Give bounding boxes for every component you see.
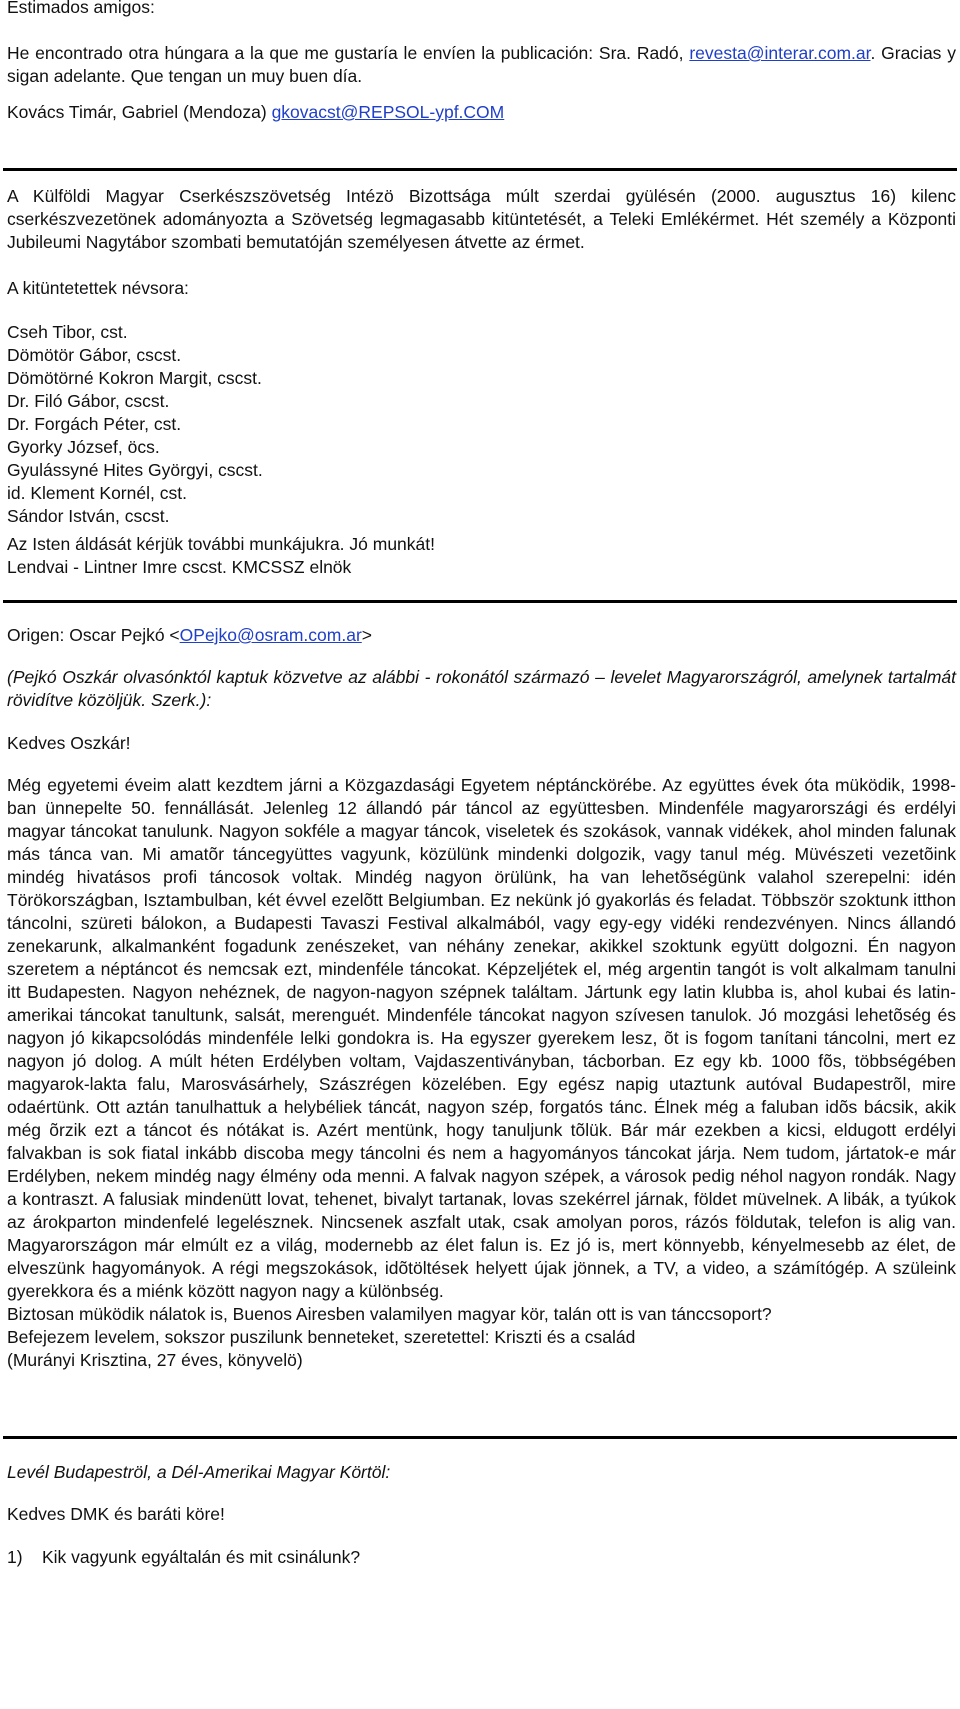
article-3-heading: Levél Budapeströl, a Dél-Amerikai Magyar Körtöl: [7, 1462, 391, 1482]
editor-note: (Pejkó Oszkár olvasónktól kaptuk közvetve az alábbi - rokonától származó – levelet Magyarországról, amelynek tartalmát rövidítve közöljük. Szerk.): [7, 667, 956, 710]
intro-text-a: He encontrado otra húngara a la que me gustaría le envíen la publicación: Sra. Radó, [7, 43, 684, 63]
divider-1 [3, 168, 957, 171]
origin-suffix: > [361, 625, 373, 645]
list-item: Gyorky József, öcs. [7, 437, 160, 457]
email-link-gkovacst[interactable]: gkovacst@REPSOL-ypf.COM [271, 102, 505, 122]
salutation-dmk: Kedves DMK és baráti köre! [7, 1504, 225, 1524]
divider-2 [3, 600, 957, 603]
list-item: Dr. Forgách Péter, cst. [7, 414, 182, 434]
article-1-paragraph: A Külföldi Magyar Cserkészszövetség Intézö Bizottsága múlt szerdai gyülésén (2000. augusztus 16) kilenc cserkészvezetönek adományozta a Szövetség legmagasabb kitüntetését, a Teleki Emlékérmet. Hét személy a Központi Jubileumi Nagytábor szombati bemutatóján személyesen átvette az érmet. [7, 186, 956, 252]
signature-1 [7, 101, 956, 124]
numbered-list [7, 1546, 956, 1569]
awardees-list [7, 321, 956, 528]
greeting: Estimados amigos: [7, 0, 155, 17]
letter-body-wrap [7, 774, 956, 1372]
list-item-text: Kik vagyunk egyáltalán és mit csinálunk? [42, 1547, 361, 1567]
salutation-oszkar: Kedves Oszkár! [7, 733, 131, 753]
awardees-heading: A kitüntetettek névsora: [7, 278, 189, 298]
salutation-1-wrap [7, 732, 956, 755]
list-item [7, 1546, 956, 1569]
article-1-closing [7, 533, 956, 579]
signature-1-name: Kovács Timár, Gabriel (Mendoza) [7, 102, 267, 122]
list-item: Cseh Tibor, cst. [7, 322, 128, 342]
awardees-heading-wrap [7, 277, 956, 300]
closing-signature: Lendvai - Lintner Imre cscst. KMCSSZ elnök [7, 557, 352, 577]
letter-line-c: (Murányi Krisztina, 27 éves, könyvelö) [7, 1350, 303, 1370]
list-item: Dömötör Gábor, cscst. [7, 345, 182, 365]
origin-line [7, 624, 956, 647]
list-item-number: 1) [7, 1547, 23, 1567]
list-item: Dr. Filó Gábor, cscst. [7, 391, 170, 411]
list-item: Sándor István, cscst. [7, 506, 170, 526]
intro-paragraph [7, 42, 956, 88]
letter-line-b: Befejezem levelem, sokszor puszilunk benneteket, szeretettel: Kriszti és a család [7, 1327, 636, 1347]
editor-note-wrap [7, 666, 956, 712]
salutation-2-wrap [7, 1503, 956, 1526]
article-1 [7, 185, 956, 254]
list-item: Dömötörné Kokron Margit, cscst. [7, 368, 262, 388]
letter-body: Még egyetemi éveim alatt kezdtem járni a Közgazdasági Egyetem néptánckörébe. Az együttes évek óta müködik, 1998-ban ünnepelte 50. fennállását. Jelenleg 12 állandó pár táncol az együttesben. Mindenféle magyarországi és erdélyi magyar táncokat tanulunk. Nagyon sokféle a magyar táncok, viseletek és szokások, vannak vidékek, ahol minden falunak más tánca van. Mi amatõr táncegyüttes vagyunk, közülünk mindenki dolgozik, vagy tanul még. Müvészeti vezetõink mindég hivatásos profi táncosok voltak. Mindég nagyon örülünk, ha van lehetõségünk valahol szerepelni: idén Törökországban, Isztambulban, két évvel ezelõtt Belgiumban. Ez nekünk jó gyakorlás és feladat. Többször szoktunk itthon táncolni, szüreti bálokon, a Budapesti Tavaszi Festival alkalmából, vagy egy-egy vidéki rendezvényen. Nincs állandó zenekarunk, alkalmanként fogadunk zenészeket, van néhány zenekar, akikkel szoktunk együtt dolgozni. Én nagyon szeretem a néptáncot és nemcsak ezt, mindenféle táncokat. Képzeljétek el, még argentin tangót is volt alkalmam tanulni itt Budapesten. Nagyon nehéznek, de nagyon-nagyon szépnek találtam. Jártunk egy latin klubba is, ahol kubai és latin-amerikai táncokat tanultunk, salsát, merenguét. Mindenféle táncokat nagyon szívesen tanulok. Jó mozgási lehetõség és nagyon jó kikapcsolódás mindenféle lelki gondokra is. Ha egyszer gyerekem lesz, õt is fogom tanítani táncolni, mert ez nagyon jó dolog. A múlt héten Erdélyben voltam, Vajdaszentiványban, tácborban. Ez egy kb. 1000 fõs, többségében magyarok-lakta falu, Marosvásárhely, Szászrégen közelében. Egy egész napig utaztunk autóval Budapestrõl, mire odaértünk. Ott aztán tanulhattuk a helybéliek táncát, nagyon szép, forgatós tánc. Élnek még a faluban idõs bácsik, akik még õrzik ezt a táncot és nótákat is. Azért mentünk, hogy tanuljunk tõlük. Bár már ezekben a kicsi, eldugott erdélyi falvakban is sok fiatal inkább discoba megy táncolni és nem a hagyományos táncokat járja. Nem tudom, jártatok-e már Erdélyben, nekem mindég nagy élmény oda menni. A falvak nagyon szépek, a városok pedig néhol nagyon rondák. Nagy a kontraszt. A falusiak mindenütt lovat, tehenet, bivalyt tartanak, lovas szekérrel járnak, földet müvelnek. A libák, a tyúkok az árokparton mindenfelé legelésznek. Nincsenek aszfalt utak, csak amolyan poros, rázós földutak, telefon is alig van. Magyarországon már elmúlt ez a világ, modernebb az élet falun is. Ez jó is, mert könnyebb, kényelmesebb az élet, de elveszünk hagyományok. A régi megszokások, idõtöltések helyett újak jönnek, a TV, a video, a számítógép. A szüleink gyerekkora és a miénk között nagyon nagy a különbség. [7, 775, 956, 1301]
list-item: Gyulássyné Hites Györgyi, cscst. [7, 460, 263, 480]
closing-blessing: Az Isten áldását kérjük további munkájukra. Jó munkát! [7, 534, 435, 554]
email-link-revesta[interactable]: revesta@interar.com.ar [689, 43, 871, 63]
origin-prefix: Origen: Oscar Pejkó < [7, 625, 180, 645]
email-link-opejko[interactable]: OPejko@osram.com.ar [179, 625, 362, 645]
divider-3 [3, 1436, 957, 1439]
article-3-heading-wrap [7, 1461, 956, 1484]
intro-section [7, 0, 956, 19]
list-item: id. Klement Kornél, cst. [7, 483, 187, 503]
intro-text-b: . Gracias y sigan adelante. Que tengan un muy buen día. [7, 43, 956, 86]
letter-line-a: Biztosan müködik nálatok is, Buenos Airesben valamilyen magyar kör, talán ott is van tánccsoport? [7, 1304, 772, 1324]
